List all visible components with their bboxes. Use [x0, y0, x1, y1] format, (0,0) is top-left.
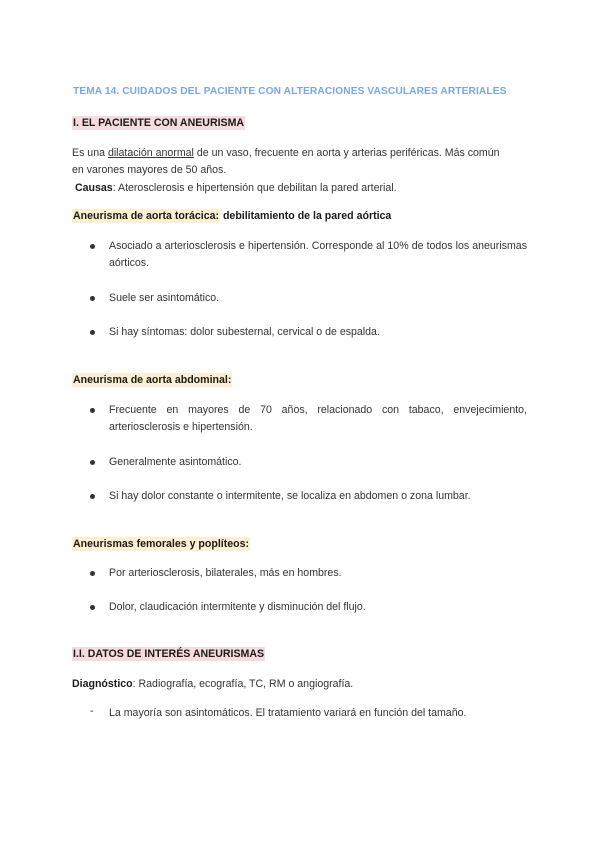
list-item-text: Asociado a arteriosclerosis e hipertensión. Corresponde al 10% de todos los aneurismas aórticos. [109, 240, 527, 269]
dash-list-item [90, 705, 530, 722]
causes-line [75, 180, 397, 197]
subheading-femorales [72, 538, 250, 550]
section-heading-text: I. EL PACIENTE CON ANEURISMA [73, 117, 245, 129]
intro-text-post: de un vaso, frecuente en aorta y arterias periféricas. Más común [193, 147, 500, 159]
intro-paragraph [72, 145, 532, 179]
section-heading-datos-text: I.I. DATOS DE INTERÉS ANEURISMAS [73, 648, 265, 660]
dash-list-item-text: La mayoría son asintomáticos. El tratamiento variará en función del tamaño. [109, 707, 467, 719]
bullet-icon [90, 244, 95, 249]
subheading-femorales-text: Aneurismas femorales y poplíteos: [73, 538, 250, 550]
bullet-icon [90, 330, 95, 335]
diagnostico-text: : Radiografía, ecografía, TC, RM o angiografía. [132, 678, 354, 690]
list-item [90, 402, 527, 436]
list-item-text: Generalmente asintomático. [109, 456, 242, 468]
subheading-toracica-rest: debilitamiento de la pared aórtica [220, 210, 392, 222]
intro-underlined-term: dilatación anormal [107, 147, 194, 159]
subheading-abdominal-text: Aneurisma de aorta abdominal: [73, 374, 232, 386]
causes-text: : Aterosclerosis e hipertensión que debilitan la pared arterial. [112, 182, 397, 194]
bullet-icon [90, 571, 95, 576]
section-heading-datos [72, 648, 265, 660]
bullet-icon [90, 296, 95, 301]
diagnostico-line [72, 676, 353, 693]
subheading-toracica [72, 210, 391, 222]
bullet-icon [90, 408, 95, 413]
intro-text-pre: Es una [72, 147, 108, 159]
dash-bullet-icon: - [90, 705, 94, 717]
list-item-text: Suele ser asintomático. [109, 292, 220, 304]
section-heading-aneurisma [72, 117, 245, 129]
bullet-icon [90, 494, 95, 499]
causes-label: Causas [75, 182, 113, 194]
list-item-text: Si hay dolor constante o intermitente, se localiza en abdomen o zona lumbar. [109, 490, 471, 502]
bullet-icon [90, 605, 95, 610]
subheading-abdominal [72, 374, 232, 386]
diagnostico-label: Diagnóstico [72, 678, 133, 690]
bullet-icon [90, 460, 95, 465]
list-item-text: Por arteriosclerosis, bilaterales, más en hombres. [109, 567, 342, 579]
subheading-toracica-highlight: Aneurisma de aorta torácica: [73, 210, 220, 222]
list-item-text: Frecuente en mayores de 70 años, relacionado con tabaco, envejecimiento, arteriosclerosis e hipertensión. [109, 404, 527, 433]
list-item-text: Si hay síntomas: dolor subesternal, cervical o de espalda. [109, 326, 380, 338]
intro-text-line2: en varones mayores de 50 años. [72, 164, 227, 176]
list-item-text: Dolor, claudicación intermitente y disminución del flujo. [109, 601, 366, 613]
list-item [90, 238, 527, 272]
document-title: TEMA 14. CUIDADOS DEL PACIENTE CON ALTERACIONES VASCULARES ARTERIALES [73, 86, 507, 97]
